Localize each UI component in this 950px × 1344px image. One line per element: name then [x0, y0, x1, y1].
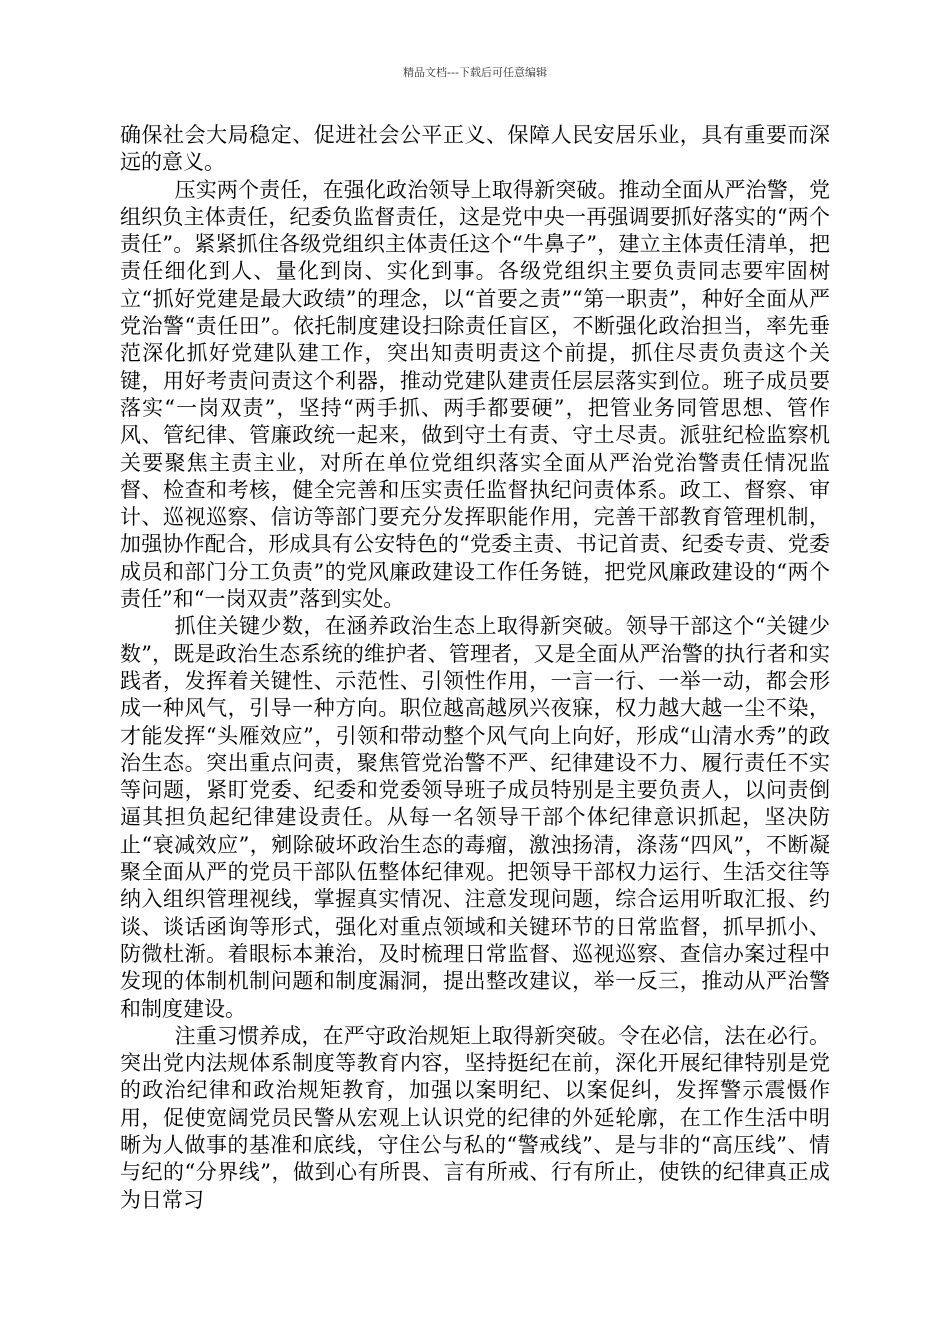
paragraph-intro-continuation: 确保社会大局稳定、促进社会公平正义、保障人民安居乐业，具有重要而深远的意义。	[120, 123, 830, 175]
paragraph-key-minority: 抓住关键少数，在涵养政治生态上取得新突破。领导干部这个“关键少数”，既是政治生态系统的维护者、管理者，又是全面从严治警的执行者和实践者，发挥着关键性、示范性、引领性作用，一言一行、一举一动，都会形成一种风气，引导一种方向。职位越高越夙兴夜寐，权力越大越一尘不染，才能发挥“头雁效应”，引领和带动整个风气向上向好，形成“山清水秀”的政治生态。突出重点问责，聚焦管党治警不严、纪律建设不力、履行责任不实等问题，紧盯党委、纪委和党委领导班子成员特别是主要负责人，以问责倒逼其担负起纪律建设责任。从每一名领导干部个体纪律意识抓起，坚决防止“衰减效应”，剜除破坏政治生态的毒瘤，激浊扬清，涤荡“四风”，不断凝聚全面从严的党员干部队伍整体纪律观。把领导干部权力运行、生活交往等纳入组织管理视线，掌握真实情况、注意发现问题，综合运用听取汇报、约谈、谈话函询等形式，强化对重点领域和关键环节的日常监督，抓早抓小、防微杜渐。着眼标本兼治，及时梳理日常监督、巡视巡察、查信办案过程中发现的体制机制问题和制度漏洞，提出整改建议，举一反三，推动从严治警和制度建设。	[120, 614, 830, 1021]
paragraph-two-responsibilities: 压实两个责任，在强化政治领导上取得新突破。推动全面从严治警，党组织负主体责任，纪委负监督责任，这是党中央一再强调要抓好落实的“两个责任”。紧紧抓住各级党组织主体责任这个“牛鼻子”，建立主体责任清单，把责任细化到人、量化到岗、实化到事。各级党组织主要负责同志要牢固树立“抓好党建是最大政绩”的理念，以“首要之责”“第一职责”，种好全面从严党治警“责任田”。依托制度建设扫除责任盲区，不断强化政治担当，率先垂范深化抓好党建队建工作，突出知责明责这个前提，抓住尽责负责这个关键，用好考责问责这个利器，推动党建队建责任层层落实到位。班子成员要落实“一岗双责”，坚持“两手抓、两手都要硬”，把管业务同管思想、管作风、管纪律、管廉政统一起来，做到守土有责、守土尽责。派驻纪检监察机关要聚焦主责主业，对所在单位党组织落实全面从严治党治警责任情况监督、检查和考核，健全完善和压实责任监督执纪问责体系。政工、督察、审计、巡视巡察、信访等部门要充分发挥职能作用，完善干部教育管理机制，加强协作配合，形成具有公安特色的“党委主责、书记首责、纪委专责、党委成员和部门分工负责”的党风廉政建设工作任务链，把党风廉政建设的“两个责任”和“一岗双责”落到实处。	[120, 177, 830, 612]
page-header: 精品文档---下载后可任意编辑	[403, 66, 547, 79]
document-body	[120, 122, 830, 1214]
paragraph-habit-formation: 注重习惯养成，在严守政治规矩上取得新突破。令在必信，法在必行。突出党内法规体系制度等教育内容，坚持挺纪在前，深化开展纪律特别是党的政治纪律和政治规矩教育，加强以案明纪、以案促纠，发挥警示震慑作用，促使宽阔党员民警从宏观上认识党的纪律的外延轮廓，在工作生活中明晰为人做事的基准和底线，守住公与私的“警戒线”、是与非的“高压线”、情与纪的“分界线”，做到心有所畏、言有所戒、行有所止，使铁的纪律真正成为日常习	[120, 1023, 830, 1212]
